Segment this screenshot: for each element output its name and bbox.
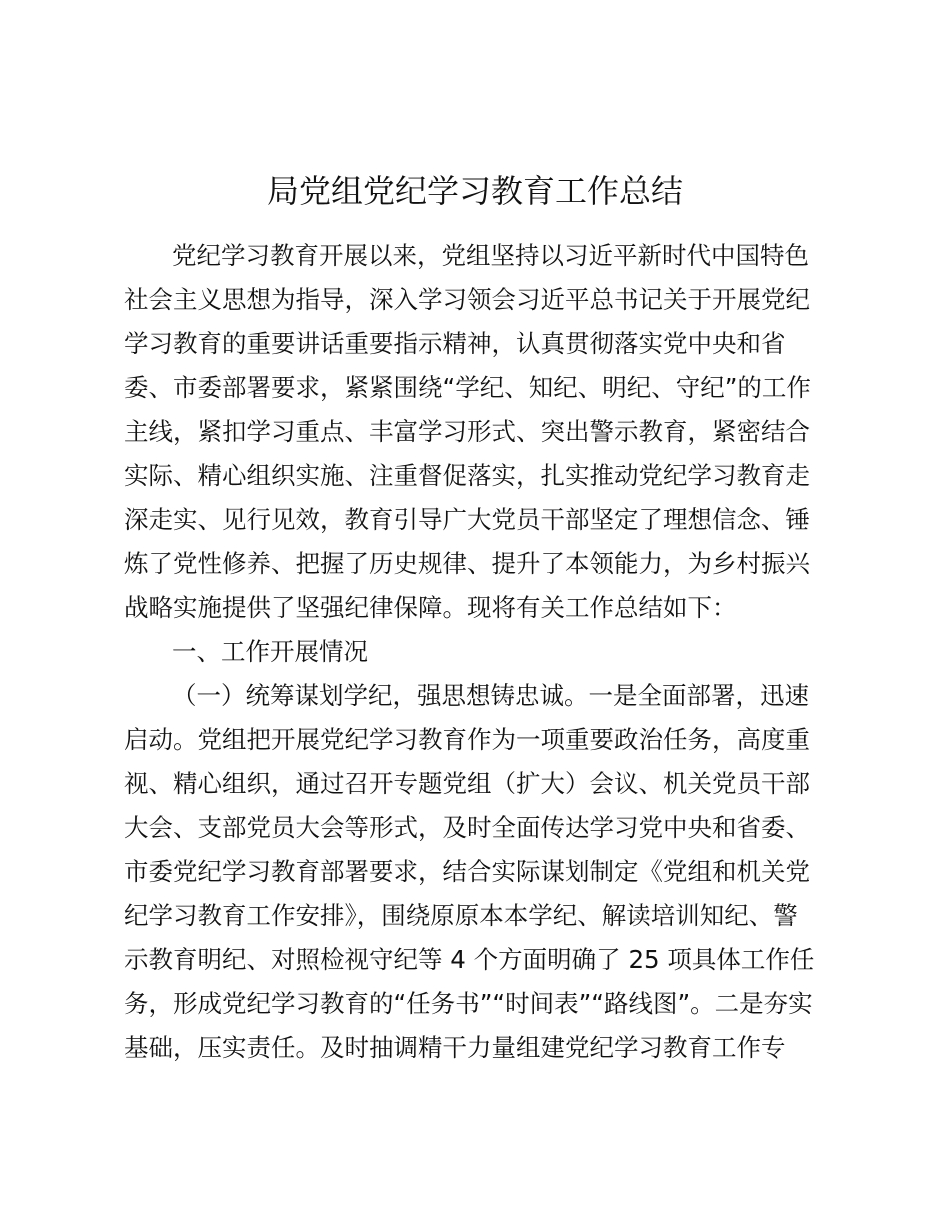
paragraph-line: 纪学习教育工作安排》，围绕原原本本学纪、解读培训知纪、警 bbox=[124, 901, 798, 930]
paragraph-line: 基础，压实责任。及时抽调精干力量组建党纪学习教育工作专 bbox=[124, 1033, 786, 1062]
paragraph-line: 视、精心组织，通过召开专题党组（扩大）会议、机关党员干部 bbox=[124, 769, 810, 798]
paragraph-line: 深走实、见行见效，教育引导广大党员干部坚定了理想信念、锤 bbox=[124, 505, 810, 534]
paragraph-line: 战略实施提供了坚强纪律保障。现将有关工作总结如下： bbox=[124, 593, 737, 622]
paragraph-line: 启动。党组把开展党纪学习教育作为一项重要政治任务，高度重 bbox=[124, 725, 810, 754]
paragraph-line: 学习教育的重要讲话重要指示精神，认真贯彻落实党中央和省 bbox=[124, 329, 786, 358]
section-heading: 一、工作开展情况 bbox=[172, 637, 368, 666]
paragraph-line: 党纪学习教育开展以来，党组坚持以习近平新时代中国特色 bbox=[172, 241, 809, 270]
paragraph-line: 社会主义思想为指导，深入学习领会习近平总书记关于开展党纪 bbox=[124, 285, 810, 314]
paragraph-line: 市委党纪学习教育部署要求，结合实际谋划制定《党组和机关党 bbox=[124, 857, 810, 886]
paragraph-line: 实际、精心组织实施、注重督促落实，扎实推动党纪学习教育走 bbox=[124, 461, 810, 490]
paragraph-line: （一）统筹谋划学纪，强思想铸忠诚。一是全面部署，迅速 bbox=[172, 681, 809, 710]
paragraph-line: 主线，紧扣学习重点、丰富学习形式、突出警示教育，紧密结合 bbox=[124, 417, 810, 446]
document-title: 局党组党纪学习教育工作总结 bbox=[266, 172, 683, 210]
paragraph-line: 委、市委部署要求，紧紧围绕“学纪、知纪、明纪、守纪”的工作 bbox=[124, 373, 811, 402]
paragraph-line: 务，形成党纪学习教育的“任务书”“时间表”“路线图”。二是夯实 bbox=[124, 989, 813, 1018]
paragraph-line: 炼了党性修养、把握了历史规律、提升了本领能力，为乡村振兴 bbox=[124, 549, 810, 578]
paragraph-line: 大会、支部党员大会等形式，及时全面传达学习党中央和省委、 bbox=[124, 813, 810, 842]
paragraph-line: 示教育明纪、对照检视守纪等 4 个方面明确了 25 项具体工作任 bbox=[124, 945, 815, 974]
